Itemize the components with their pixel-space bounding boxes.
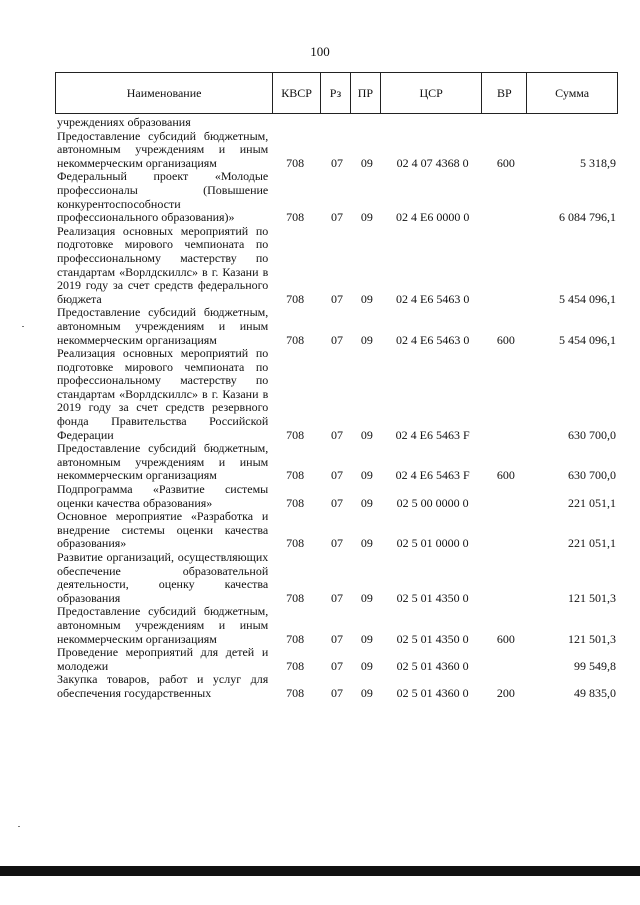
table-row bbox=[55, 442, 618, 483]
row-kvsr: 708 bbox=[286, 468, 305, 483]
row-sum: 221 051,1 bbox=[568, 536, 617, 551]
row-rz: 07 bbox=[331, 536, 343, 551]
row-name: Предоставление субсидий бюджетным, автономным учреждениям и иным некоммерческим организациям bbox=[57, 305, 269, 347]
row-kvsr: 708 bbox=[286, 495, 305, 510]
row-vr bbox=[483, 646, 528, 673]
header-sum: Сумма bbox=[555, 85, 590, 100]
row-csr: 02 4 Е6 5463 0 bbox=[395, 291, 470, 306]
row-sum bbox=[528, 116, 618, 130]
row-sum: 121 501,3 bbox=[568, 631, 617, 646]
row-csr: 02 4 07 4368 0 bbox=[396, 155, 469, 170]
row-pr: 09 bbox=[360, 332, 373, 347]
row-pr: 09 bbox=[360, 658, 373, 673]
row-vr bbox=[483, 225, 528, 307]
row-sum: 5 318,9 bbox=[580, 155, 617, 170]
table-row bbox=[55, 116, 618, 130]
scan-speck bbox=[18, 826, 20, 827]
row-vr: 600 bbox=[496, 468, 515, 483]
row-pr: 09 bbox=[360, 468, 373, 483]
row-pr: 09 bbox=[360, 291, 373, 306]
row-kvsr: 708 bbox=[286, 685, 305, 700]
page-number: 100 bbox=[310, 44, 330, 59]
table-row bbox=[55, 646, 618, 673]
row-pr bbox=[352, 116, 382, 130]
row-csr: 02 4 Е6 5463 0 bbox=[395, 332, 470, 347]
row-rz: 07 bbox=[331, 658, 343, 673]
row-csr: 02 5 01 4350 0 bbox=[396, 631, 469, 646]
row-name: Федеральный проект «Молодые профессионалы (Повышение конкурентоспособности профессионального образования)» bbox=[57, 169, 269, 225]
row-sum: 630 700,0 bbox=[568, 427, 617, 442]
row-csr: 02 4 Е6 5463 F bbox=[395, 468, 470, 483]
row-csr: 02 5 01 4360 0 bbox=[396, 658, 469, 673]
row-name: Закупка товаров, работ и услуг для обеспечения государственных bbox=[57, 672, 269, 700]
row-rz: 07 bbox=[331, 468, 343, 483]
row-kvsr: 708 bbox=[286, 210, 305, 225]
table-row bbox=[55, 510, 618, 551]
row-pr: 09 bbox=[360, 631, 373, 646]
table-row bbox=[55, 225, 618, 307]
row-pr: 09 bbox=[360, 210, 373, 225]
row-sum: 5 454 096,1 bbox=[559, 332, 617, 347]
scan-speck bbox=[22, 326, 24, 327]
row-kvsr: 708 bbox=[286, 590, 305, 605]
row-kvsr: 708 bbox=[286, 658, 305, 673]
row-name: учреждениях образования bbox=[57, 115, 191, 129]
row-csr: 02 5 01 4350 0 bbox=[396, 590, 469, 605]
header-kvsr: КВСР bbox=[273, 73, 321, 113]
row-rz: 07 bbox=[331, 427, 343, 442]
row-vr: 600 bbox=[496, 155, 515, 170]
row-name: Реализация основных мероприятий по подготовке мирового чемпионата по профессиональному мастерству по стандартам «Ворлдскиллс» в г. Казани в 2019 году за счет средств федерального бюджета bbox=[57, 223, 269, 306]
row-pr: 09 bbox=[360, 427, 373, 442]
row-vr bbox=[483, 116, 528, 130]
row-kvsr bbox=[268, 116, 322, 130]
scan-bottom-border bbox=[0, 866, 640, 876]
row-csr: 02 4 Е6 0000 0 bbox=[395, 210, 470, 225]
row-sum: 6 084 796,1 bbox=[559, 210, 617, 225]
row-sum: 5 454 096,1 bbox=[559, 291, 617, 306]
row-vr bbox=[483, 483, 528, 510]
row-rz: 07 bbox=[331, 210, 343, 225]
row-kvsr: 708 bbox=[286, 291, 305, 306]
row-name: Предоставление субсидий бюджетным, автономным учреждениям и иным некоммерческим организациям bbox=[57, 441, 269, 483]
row-csr: 02 5 01 0000 0 bbox=[396, 536, 469, 551]
row-vr bbox=[483, 510, 528, 551]
row-sum: 49 835,0 bbox=[574, 685, 617, 700]
row-pr: 09 bbox=[360, 155, 373, 170]
row-csr: 02 5 01 4360 0 bbox=[396, 685, 469, 700]
row-name: Основное мероприятие «Разработка и внедрение системы оценки качества образования» bbox=[57, 509, 269, 551]
row-kvsr: 708 bbox=[286, 155, 305, 170]
header-pr: ПР bbox=[351, 73, 381, 113]
row-kvsr: 708 bbox=[286, 536, 305, 551]
row-rz: 07 bbox=[331, 685, 343, 700]
row-vr: 200 bbox=[496, 685, 515, 700]
row-name: Развитие организаций, осуществляющих обеспечение образовательной деятельности, оценку качества образования bbox=[57, 550, 269, 605]
row-pr: 09 bbox=[360, 495, 373, 510]
table-row bbox=[55, 130, 618, 171]
row-name: Предоставление субсидий бюджетным, автономным учреждениям и иным некоммерческим организациям bbox=[57, 604, 269, 646]
row-vr: 600 bbox=[496, 631, 515, 646]
row-pr: 09 bbox=[360, 590, 373, 605]
row-kvsr: 708 bbox=[286, 332, 305, 347]
table-row bbox=[55, 605, 618, 646]
row-rz: 07 bbox=[331, 155, 343, 170]
row-vr: 600 bbox=[496, 332, 515, 347]
table-row bbox=[55, 347, 618, 442]
row-rz: 07 bbox=[331, 495, 343, 510]
row-csr: 02 5 00 0000 0 bbox=[396, 495, 469, 510]
row-name: Реализация основных мероприятий по подготовке мирового чемпионата по профессиональному мастерству по стандартам «Ворлдскиллс» в г. Казани в 2019 году за счет средств резервного фонда Правительства Российской Федерации bbox=[57, 346, 269, 442]
row-csr bbox=[382, 116, 484, 130]
row-rz: 07 bbox=[331, 631, 343, 646]
table-row bbox=[55, 673, 618, 700]
row-name: Проведение мероприятий для детей и молодежи bbox=[57, 645, 269, 673]
table-header bbox=[55, 72, 618, 114]
table-row bbox=[55, 551, 618, 605]
row-sum: 121 501,3 bbox=[568, 590, 617, 605]
header-csr: ЦСР bbox=[381, 73, 483, 113]
row-pr: 09 bbox=[360, 685, 373, 700]
row-name: Подпрограмма «Развитие системы оценки качества образования» bbox=[57, 482, 269, 510]
row-kvsr: 708 bbox=[286, 631, 305, 646]
table-row bbox=[55, 483, 618, 510]
row-csr: 02 4 Е6 5463 F bbox=[395, 427, 470, 442]
row-rz: 07 bbox=[331, 332, 343, 347]
row-sum: 99 549,8 bbox=[574, 658, 617, 673]
row-rz bbox=[322, 116, 352, 130]
row-sum: 630 700,0 bbox=[568, 468, 617, 483]
row-name: Предоставление субсидий бюджетным, автономным учреждениям и иным некоммерческим организациям bbox=[57, 128, 269, 170]
row-vr bbox=[483, 170, 528, 224]
row-vr bbox=[483, 551, 528, 605]
row-rz: 07 bbox=[331, 291, 343, 306]
table-row bbox=[55, 306, 618, 347]
header-rz: Рз bbox=[321, 73, 351, 113]
row-pr: 09 bbox=[360, 536, 373, 551]
header-vr: ВР bbox=[482, 73, 527, 113]
row-vr bbox=[483, 347, 528, 442]
row-kvsr: 708 bbox=[286, 427, 305, 442]
table-row bbox=[55, 170, 618, 224]
header-name: Наименование bbox=[56, 73, 273, 113]
row-rz: 07 bbox=[331, 590, 343, 605]
row-sum: 221 051,1 bbox=[568, 495, 617, 510]
table-body bbox=[55, 116, 618, 701]
